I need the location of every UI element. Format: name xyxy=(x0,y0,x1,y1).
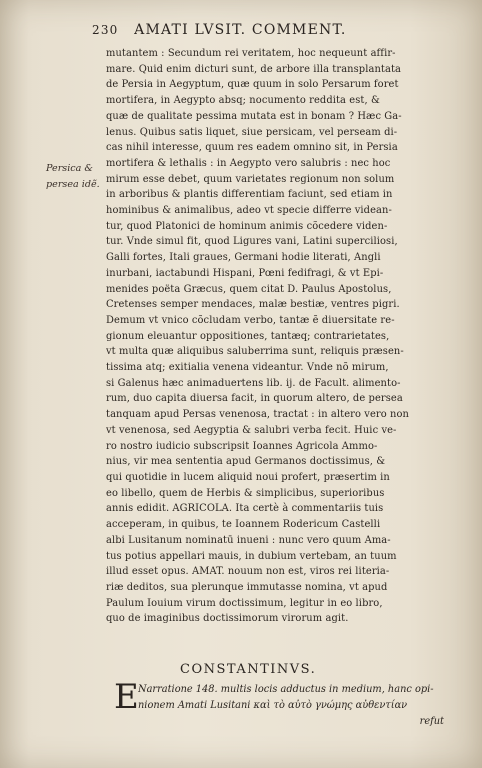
text-line: lenus. Quibus satis liquet, siue persicam, vel perseam di- xyxy=(106,126,398,138)
text-line: mortifera, in Aegypto absq; nocumento reddita est, & xyxy=(106,95,380,107)
text-line: cas nihil interesse, quum res eadem omnino sit, in Persia xyxy=(106,142,398,154)
text-line: hominibus & animalibus, adeo vt specie differre videan- xyxy=(106,205,392,217)
text-line: eo libello, quem de Herbis & simplicibus, superioribus xyxy=(106,487,385,499)
text-line: vt venenosa, sed Aegyptia & salubri verba fecit. Huic ve- xyxy=(106,424,397,436)
text-line: albi Lusitanum nominatū inueni : nunc vero quum Ama- xyxy=(106,534,391,546)
text-line: vt multa quæ aliquibus saluberrima sunt, reliquis præsen- xyxy=(106,346,404,358)
text-line: qui quotidie in lucem aliquid noui profert, præsertim in xyxy=(106,471,390,483)
note-line: refut xyxy=(419,716,444,727)
text-line: tus potius appellari mauis, in dubium vertebam, an tuum xyxy=(106,550,397,562)
text-line: Galli fortes, Itali graues, Germani hodie literati, Angli xyxy=(106,252,381,264)
running-head-title: AMATI LVSIT. COMMENT. xyxy=(134,22,347,38)
text-line: inurbani, iactabundi Hispani, Pœni fedifragi, & vt Epi- xyxy=(106,267,384,279)
text-line: tur. Vnde simul fit, quod Ligures vani, Latini superciliosi, xyxy=(106,236,398,248)
text-line: mare. Quid enim dicturi sunt, de arbore illa transplantata xyxy=(106,63,402,75)
constantinus-text xyxy=(138,682,458,730)
text-line: rum, duo capita diuersa facit, in quorum altero, de persea xyxy=(106,393,403,405)
note-line: nionem Amati Lusitani καὶ τὸ αὐτὸ γνώμης αὐθεντίαν xyxy=(138,700,408,711)
margin-note-line-1: Persica & xyxy=(46,163,93,174)
text-line: tissima atq; exitialia venena videantur. Vnde nõ mirum, xyxy=(106,362,389,374)
text-line: Paulum Iouium virum doctissimum, legitur in eo libro, xyxy=(106,597,383,609)
text-line: si Galenus hæc animaduertens lib. ij. de Facult. alimento- xyxy=(106,377,401,389)
text-line: mutantem : Secundum rei veritatem, hoc nequeunt affir- xyxy=(106,48,396,59)
note-line: Narratione 148. multis locis adductus in medium, hanc opi- xyxy=(138,684,434,695)
text-line: tur, quod Platonici de hominum animis cõcedere viden- xyxy=(106,220,388,232)
text-line: de Persia in Aegyptum, quæ quum in solo Persarum foret xyxy=(106,79,399,91)
margin-note-line-2: persea idẽ. xyxy=(46,179,100,190)
text-line: quæ de qualitate pessima mutata est in bonam ? Hæc Ga- xyxy=(106,110,402,122)
text-line: acceperam, in quibus, te Ioannem Rodericum Castelli xyxy=(106,519,381,531)
text-line: in arboribus & plantis differentiam faciunt, sed etiam in xyxy=(106,189,393,201)
text-line: menides poëta Græcus, quem citat D. Paulus Apostolus, xyxy=(106,283,392,295)
text-line: mirum esse debet, quum varietates regionum non solum xyxy=(106,173,395,185)
text-line: annis edidit. AGRICOLA. Ita certè à commentariis tuis xyxy=(106,503,384,515)
body-text xyxy=(106,46,452,627)
text-line: Cretenses semper mendaces, malæ bestiæ, ventres pigri. xyxy=(106,299,400,311)
text-line: Demum vt vnico cõcludam verbo, tantæ ẽ diuersitate re- xyxy=(106,314,395,326)
text-line: mortifera & lethalis : in Aegypto vero salubris : nec hoc xyxy=(106,157,391,169)
text-line: nius, vir mea sententia apud Germanos doctissimus, & xyxy=(106,456,386,468)
text-line: quo de imaginibus doctissimorum virorum agit. xyxy=(106,613,349,625)
text-line: gionum eleuantur oppositiones, tantæq; contrarietates, xyxy=(106,330,390,342)
text-line: ro nostro iudicio subscripsit Ioannes Agricola Ammo- xyxy=(106,440,378,452)
running-header xyxy=(92,22,462,38)
page-number: 230 xyxy=(92,23,119,37)
section-heading: CONSTANTINVS. xyxy=(180,662,317,677)
text-line: illud esset opus. AMAT. nouum non est, viros rei literia- xyxy=(106,566,390,578)
drop-cap: E xyxy=(114,677,139,717)
text-line: tanquam apud Persas venenosa, tractat : in altero vero non xyxy=(106,409,409,421)
text-line: riæ deditos, sua plerunque immutasse nomina, vt apud xyxy=(106,581,388,593)
